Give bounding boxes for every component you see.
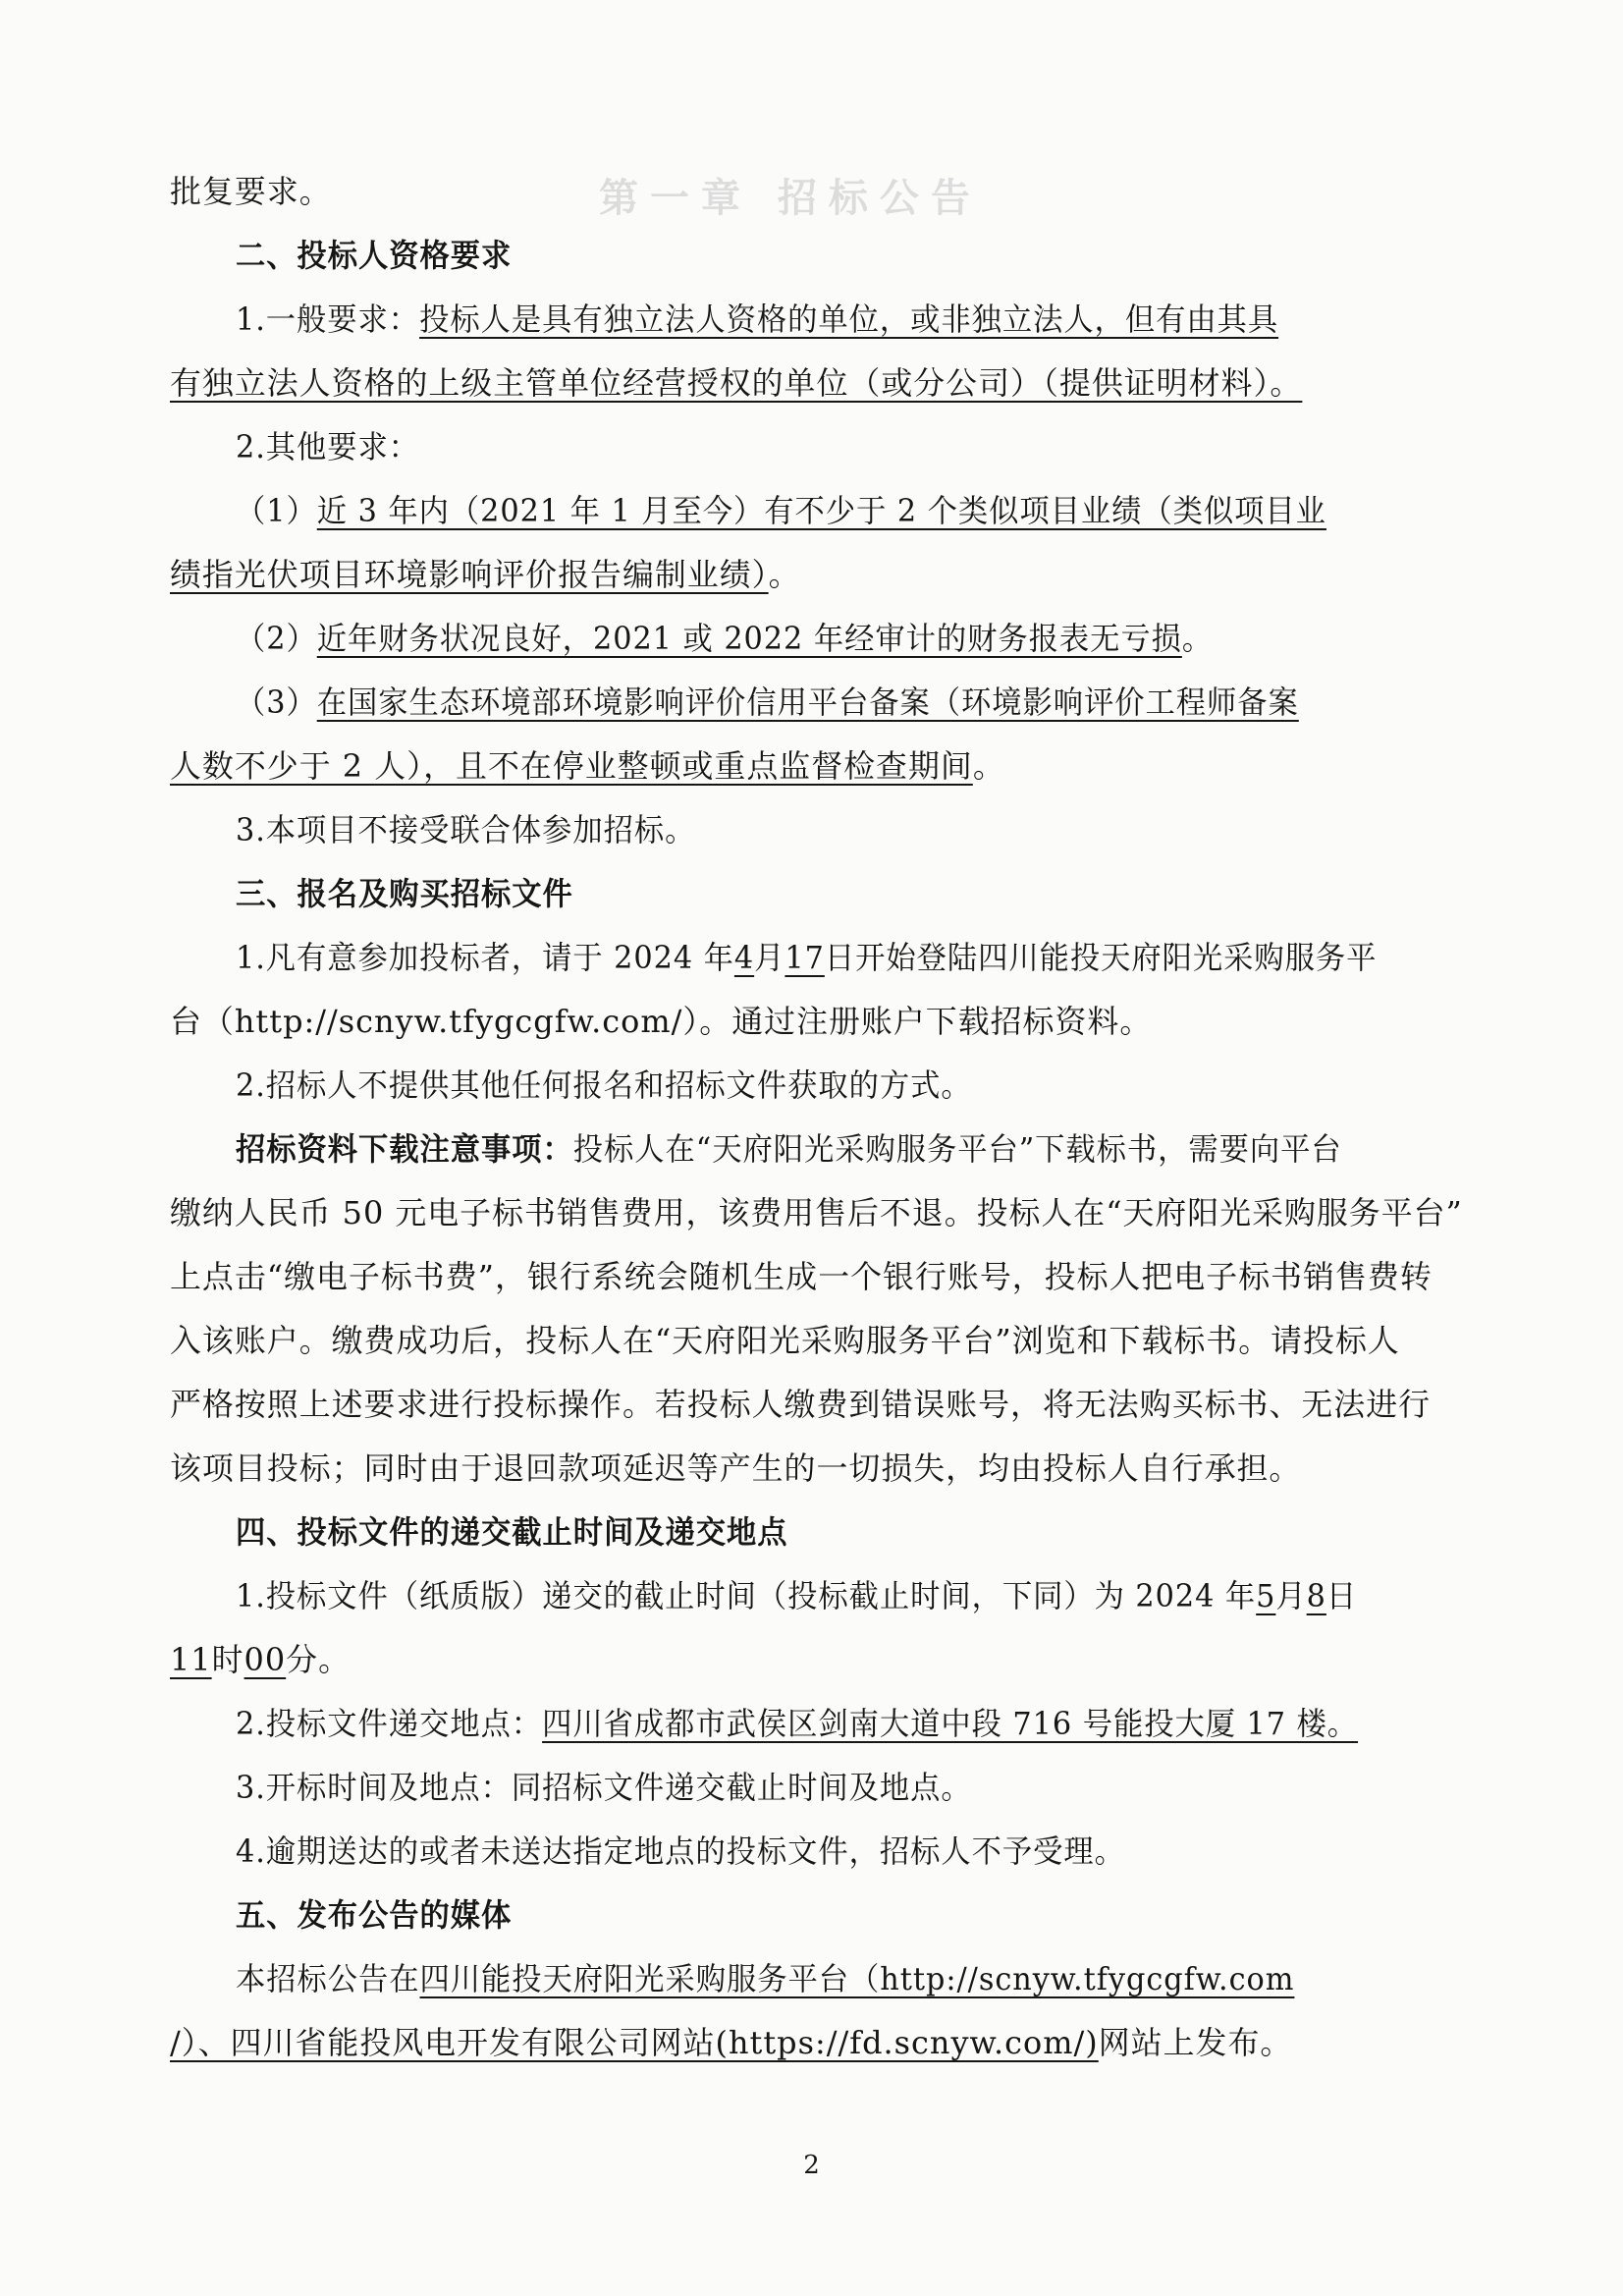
text-line-download-fee: 缴纳人民币 50 元电子标书销售费用，该费用售后不退。投标人在“天府阳光采购服务平台”	[170, 1194, 1463, 1231]
text-line-opening: 3.开标时间及地点：同招标文件递交截止时间及地点。	[236, 1769, 972, 1806]
text-line-other-req: 2.其他要求：	[236, 428, 420, 465]
text-line-download-strict: 严格按照上述要求进行投标操作。若投标人缴费到错误账号，将无法购买标书、无法进行	[170, 1386, 1432, 1423]
text-line-late-rejected: 4.逾期送达的或者未送达指定地点的投标文件，招标人不予受理。	[236, 1832, 1125, 1870]
text-line-req-1-cont: 绩指光伏项目环境影响评价报告编制业绩）。	[170, 556, 801, 593]
section-heading-registration: 三、报名及购买招标文件	[236, 875, 573, 912]
text-line-submission-place: 2.投标文件递交地点：四川省成都市武侯区剑南大道中段 716 号能投大厦 17 楼。	[236, 1705, 1359, 1742]
text-line-general-req: 1.一般要求：投标人是具有独立法人资格的单位，或非独立法人，但有由其具	[236, 301, 1279, 338]
bleed-through-title: 第一章 招标公告	[599, 175, 982, 221]
text-line-req-1: （1）近 3 年内（2021 年 1 月至今）有不少于 2 个类似项目业绩（类似项目业	[236, 492, 1326, 529]
text-line-general-req-cont: 有独立法人资格的上级主管单位经营授权的单位（或分公司）（提供证明材料）。	[170, 364, 1303, 402]
text-line-download-click: 上点击“缴电子标书费”，银行系统会随机生成一个银行账号，投标人把电子标书销售费转	[170, 1258, 1433, 1295]
text-line-deadline: 1.投标文件（纸质版）递交的截止时间（投标截止时间，下同）为 2024 年5月8日	[236, 1577, 1358, 1614]
text-line-media-cont: /）、四川省能投风电开发有限公司网站(https://fd.scnyw.com/)网站上发布。	[170, 2024, 1293, 2061]
text-line-no-other-method: 2.招标人不提供其他任何报名和招标文件获取的方式。	[236, 1066, 972, 1104]
text-line-no-consortium: 3.本项目不接受联合体参加招标。	[236, 811, 696, 848]
text-line-registration-url: 台（http://scnyw.tfygcgfw.com/）。通过注册账户下载招标资料。	[170, 1003, 1153, 1040]
text-line-download-account: 入该账户。缴费成功后，投标人在“天府阳光采购服务平台”浏览和下载标书。请投标人	[170, 1322, 1400, 1359]
text-line-approval: 批复要求。	[170, 173, 332, 210]
section-heading-media: 五、发布公告的媒体	[236, 1896, 513, 1934]
section-heading-submission: 四、投标文件的递交截止时间及递交地点	[236, 1513, 788, 1551]
text-line-req-2: （2）近年财务状况良好，2021 或 2022 年经审计的财务报表无亏损。	[236, 620, 1214, 657]
text-line-req-3: （3）在国家生态环境部环境影响评价信用平台备案（环境影响评价工程师备案	[236, 683, 1299, 721]
text-line-media: 本招标公告在四川能投天府阳光采购服务平台（http://scnyw.tfygcgfw.com	[236, 1960, 1295, 1997]
text-line-req-3-cont: 人数不少于 2 人），且不在停业整顿或重点监督检查期间。	[170, 747, 1005, 785]
text-line-registration-date: 1.凡有意参加投标者，请于 2024 年4月17日开始登陆四川能投天府阳光采购服务平	[236, 939, 1378, 976]
section-heading-qualification: 二、投标人资格要求	[236, 237, 513, 274]
text-line-deadline-time: 11时00分。	[170, 1641, 352, 1678]
text-line-download-notice: 招标资料下载注意事项：投标人在“天府阳光采购服务平台”下载标书，需要向平台	[236, 1130, 1342, 1168]
text-line-download-loss: 该项目投标；同时由于退回款项延迟等产生的一切损失，均由投标人自行承担。	[170, 1449, 1302, 1487]
page-number: 2	[803, 2151, 820, 2180]
